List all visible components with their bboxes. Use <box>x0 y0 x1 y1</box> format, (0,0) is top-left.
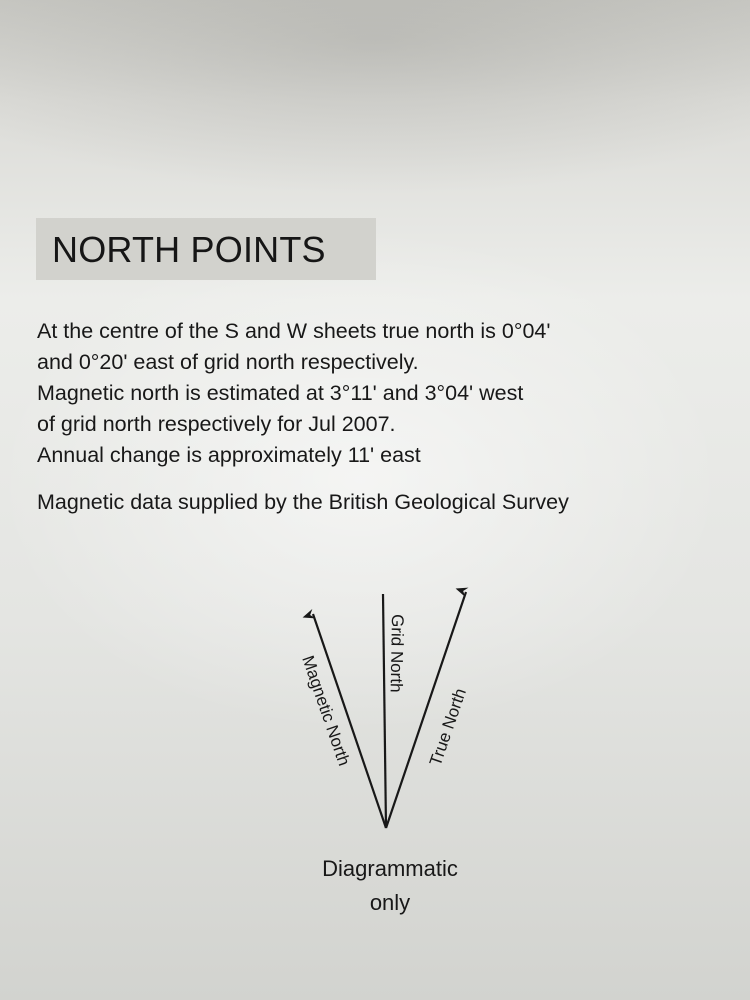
grid-north-label: Grid North <box>386 613 407 693</box>
page-title: NORTH POINTS <box>52 229 326 270</box>
diagrammatic-caption <box>270 852 510 920</box>
caption-line-1: Diagrammatic <box>322 856 458 881</box>
paragraph-line-4: of grid north respectively for Jul 2007. <box>37 412 396 436</box>
caption-line-2: only <box>369 890 411 915</box>
grid-north-arrow <box>383 594 386 828</box>
paragraph-line-1: At the centre of the S and W sheets true north is 0°04' <box>37 319 551 343</box>
true-north-label: True North <box>425 685 471 769</box>
magnetic-data-credit: Magnetic data supplied by the British Geological Survey <box>37 490 569 514</box>
paragraph-line-5: Annual change is approximately 11' east <box>37 443 421 467</box>
magnetic-north-label: Magnetic North <box>298 653 354 769</box>
paragraph-line-3: Magnetic north is estimated at 3°11' and 3°04' west <box>37 381 524 405</box>
paragraph-line-2: and 0°20' east of grid north respectively. <box>37 350 419 374</box>
